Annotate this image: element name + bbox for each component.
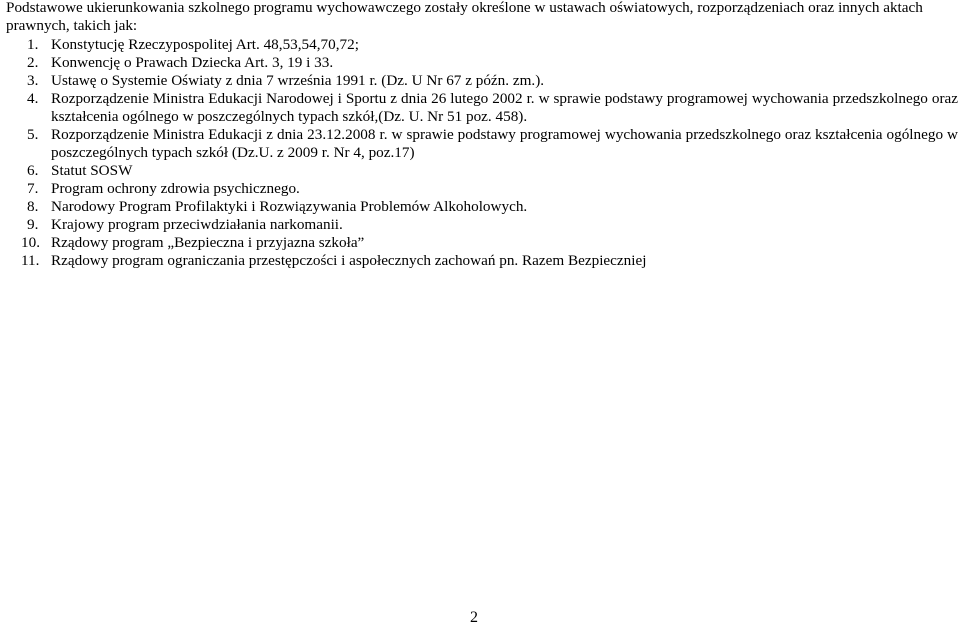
list-item xyxy=(0,198,958,216)
list-item xyxy=(0,180,958,198)
list-item-text: Rozporządzenie Ministra Edukacji Narodowej i Sportu z dnia 26 lutego 2002 r. w sprawie podstawy programowej wychowania przedszkolnego oraz kształcenia ogólnego w poszczególnych typach szkół,(Dz. U. Nr 51 poz. 458). xyxy=(51,90,958,125)
list-item xyxy=(0,162,958,180)
list-item-text: Rządowy program „Bezpieczna i przyjazna szkoła” xyxy=(51,234,365,251)
list-item-text: Program ochrony zdrowia psychicznego. xyxy=(51,180,300,197)
list-item-text: Krajowy program przeciwdziałania narkomanii. xyxy=(51,216,343,233)
list-item-text: Rozporządzenie Ministra Edukacji z dnia 23.12.2008 r. w sprawie podstawy programowej wychowania przedszkolnego oraz kształcenia ogólnego w poszczególnych typach szkół (Dz.U. z 2009 r. Nr 4, poz.17) xyxy=(51,126,958,161)
list-item-text: Ustawę o Systemie Oświaty z dnia 7 września 1991 r. (Dz. U Nr 67 z późn. zm.). xyxy=(51,72,545,89)
list-item xyxy=(0,72,958,90)
list-item xyxy=(0,36,958,54)
list-item-text: Konstytucję Rzeczypospolitej Art. 48,53,54,70,72; xyxy=(51,36,359,53)
list-item xyxy=(0,216,958,234)
list-item xyxy=(0,234,958,252)
list-item-text: Rządowy program ograniczania przestępczości i aspołecznych zachowań pn. Razem Bezpieczniej xyxy=(51,252,647,269)
list-item-number: 9. xyxy=(27,216,39,233)
list-item-number: 4. xyxy=(27,90,39,107)
list-item-number: 8. xyxy=(27,198,39,215)
list-item-number: 10. xyxy=(21,234,40,251)
list-item-number: 7. xyxy=(27,180,39,197)
list-item-text: Narodowy Program Profilaktyki i Rozwiązywania Problemów Alkoholowych. xyxy=(51,198,528,215)
list-item-text: Statut SOSW xyxy=(51,162,133,179)
list-item-number: 3. xyxy=(27,72,39,89)
list-item-number: 1. xyxy=(27,36,39,53)
list-item xyxy=(0,252,958,270)
list-item-number: 5. xyxy=(27,126,39,143)
list-item-number: 11. xyxy=(21,252,40,269)
page-number: 2 xyxy=(470,609,478,626)
list-item xyxy=(0,54,958,72)
list-item-number: 2. xyxy=(27,54,39,71)
list-item xyxy=(0,90,958,126)
list-item-number: 6. xyxy=(27,162,39,179)
list-item xyxy=(0,126,958,162)
list-item-text: Konwencję o Prawach Dziecka Art. 3, 19 i 33. xyxy=(51,54,334,71)
legal-acts-list xyxy=(0,36,958,270)
intro-paragraph: Podstawowe ukierunkowania szkolnego programu wychowawczego zostały określone w ustawach oświatowych, rozporządzeniach oraz innych aktach prawnych, takich jak: xyxy=(6,0,923,34)
